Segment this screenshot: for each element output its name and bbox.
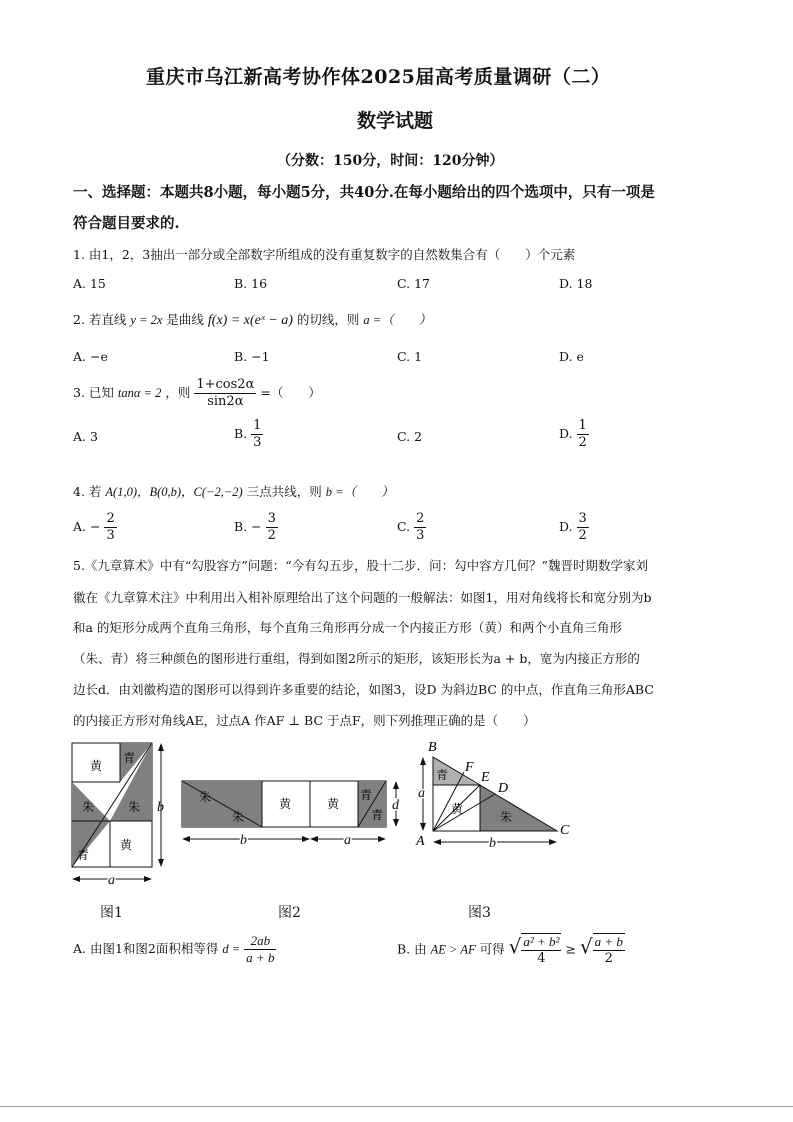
page-title: 重庆市乌江新高考协作体2025届高考质量调研（二） bbox=[146, 66, 611, 88]
q2-prefix: 2. 若直线 bbox=[73, 312, 127, 327]
fig3-point-b: B bbox=[428, 740, 437, 755]
fig3-var-b: b bbox=[489, 836, 496, 851]
figure-1 bbox=[72, 743, 164, 888]
q4-option-d bbox=[559, 511, 589, 544]
q3-option-b-frac bbox=[251, 418, 263, 451]
q5-option-b-left-den: 4 bbox=[537, 951, 546, 966]
fig2-label-cyan-top: 青 bbox=[360, 788, 373, 802]
q4-option-b-frac bbox=[266, 511, 278, 544]
fig1-label-red-right: 朱 bbox=[128, 800, 141, 814]
question-2 bbox=[73, 310, 431, 329]
fig2-label-yellow-2: 黄 bbox=[327, 797, 340, 811]
q3-given: tanα = 2 bbox=[117, 386, 162, 400]
fig1-arrowhead-b-bottom bbox=[158, 859, 164, 867]
fig3-arrowhead-a-top bbox=[420, 757, 426, 765]
q2-curve-expr: f(x) = x(eˣ − a) bbox=[207, 313, 293, 328]
q3-option-d-num: 1 bbox=[578, 418, 587, 433]
q1-option-d: D. 18 bbox=[559, 276, 593, 291]
fig1-var-a: a bbox=[108, 873, 115, 888]
fig1-label-red-left: 朱 bbox=[82, 800, 95, 814]
q3-option-b-num: 1 bbox=[253, 418, 262, 433]
q5-option-b bbox=[397, 933, 625, 967]
q4-option-c-num: 2 bbox=[416, 511, 425, 526]
q3-option-a: A. 3 bbox=[73, 429, 98, 444]
q5-option-b-left-frac bbox=[521, 933, 561, 967]
q4-option-b-num: 3 bbox=[267, 511, 276, 526]
figure-2 bbox=[182, 781, 400, 848]
fig3-arrowhead-a-bottom bbox=[420, 823, 426, 831]
q3-expression bbox=[194, 377, 256, 410]
fig3-point-d: D bbox=[498, 781, 509, 796]
q4-option-a bbox=[73, 511, 117, 544]
fig2-arrowhead-d-top bbox=[393, 781, 399, 789]
q4-option-c-label: C. bbox=[397, 519, 411, 534]
fig3-point-f: F bbox=[465, 760, 474, 775]
fig3-var-a: a bbox=[418, 786, 425, 801]
fig3-label-cyan: 青 bbox=[436, 768, 449, 782]
fig3-point-c: C bbox=[560, 823, 570, 838]
q5-option-b-right-num: a + b bbox=[594, 934, 623, 949]
q5-option-b-left-num: a² + b² bbox=[523, 934, 560, 949]
q2-ask: a =（ ） bbox=[363, 313, 432, 327]
q2-option-d: D. e bbox=[559, 349, 584, 364]
q4-option-d-den: 2 bbox=[578, 528, 587, 543]
figure-1-caption: 图1 bbox=[100, 905, 123, 921]
q5-option-a-lhs: d = bbox=[222, 942, 241, 956]
q3-option-d-frac bbox=[577, 418, 589, 451]
fig2-arrowhead-d-bottom bbox=[393, 819, 399, 827]
q5-option-a-prefix: A. 由图1和图2面积相等得 bbox=[73, 941, 219, 956]
fig3-point-a: A bbox=[416, 834, 425, 849]
exam-meta: （分数：150分，时间：120分钟） bbox=[277, 153, 504, 169]
q3-option-d bbox=[559, 418, 589, 451]
q4-option-c-frac bbox=[414, 511, 426, 544]
q4-prefix: 4. 若 bbox=[73, 484, 102, 499]
q4-suffix: 三点共线，则 bbox=[246, 484, 322, 499]
q4-ask: b =（ ） bbox=[325, 485, 394, 499]
fig1-label-yellow-bottom: 黄 bbox=[120, 838, 133, 852]
fig2-label-red-top: 朱 bbox=[199, 790, 212, 804]
page-subtitle: 数学试题 bbox=[357, 110, 434, 132]
fig3-label-yellow: 黄 bbox=[451, 802, 464, 816]
fig2-arrowhead-b-left bbox=[182, 836, 190, 842]
fig3-arrowhead-b-right bbox=[549, 839, 557, 845]
q4-option-d-num: 3 bbox=[578, 511, 587, 526]
q2-option-b: B. −1 bbox=[234, 349, 270, 364]
q5-option-b-mid: 可得 bbox=[479, 941, 505, 957]
q3-option-d-den: 2 bbox=[578, 435, 587, 450]
figure-group bbox=[60, 735, 620, 895]
q1-option-b: B. 16 bbox=[234, 276, 268, 291]
section-heading-line1: 一、选择题：本题共8小题，每小题5分，共40分.在每小题给出的四个选项中，只有一项是 bbox=[73, 184, 655, 201]
fig1-arrowhead-b-top bbox=[158, 743, 164, 751]
q5-option-a bbox=[73, 933, 276, 966]
question-5-line2: 徽在《九章算术注》中利用出入相补原理给出了这个问题的一般解法：如图1，用对角线将长和宽分别为b bbox=[73, 590, 652, 605]
figure-3 bbox=[415, 740, 570, 851]
figure-3-caption: 图3 bbox=[468, 905, 491, 921]
q3-option-b-den: 3 bbox=[253, 435, 262, 450]
fig2-var-a: a bbox=[344, 833, 351, 848]
q4-option-a-label: A. − bbox=[73, 519, 101, 534]
section-heading-line2: 符合题目要求的. bbox=[73, 215, 180, 232]
q5-option-a-frac bbox=[244, 933, 276, 966]
q5-option-b-left-root: √ bbox=[508, 934, 522, 959]
q4-option-d-label: D. bbox=[559, 519, 573, 534]
q4-option-a-frac bbox=[104, 511, 116, 544]
fig2-arrowhead-a-left bbox=[310, 836, 318, 842]
fig1-label-yellow-top: 黄 bbox=[90, 759, 103, 773]
fig2-label-yellow-1: 黄 bbox=[279, 797, 292, 811]
fig2-arrowhead-a-right bbox=[378, 836, 386, 842]
fig2-var-d: d bbox=[392, 798, 399, 813]
q5-option-b-right-root: √ bbox=[579, 934, 593, 959]
fig3-arrowhead-b-left bbox=[433, 839, 441, 845]
question-1: 1. 由1，2，3抽出一部分或全部数字所组成的没有重复数字的自然数集合有（ ）个元素 bbox=[73, 247, 576, 262]
q1-option-a: A. 15 bbox=[73, 276, 106, 291]
fig3-point-e: E bbox=[481, 770, 490, 785]
q4-option-a-den: 3 bbox=[106, 528, 115, 543]
fig1-arrowhead-a-left bbox=[72, 876, 80, 882]
page-bottom-rule bbox=[0, 1106, 793, 1107]
question-5-line1: 5.《九章算术》中有“勾股容方”问题：“今有勾五步，股十二步．问：勾中容方几何？”魏晋时期数学家刘 bbox=[73, 558, 648, 573]
q4-option-b bbox=[234, 511, 278, 544]
q4-option-c bbox=[397, 511, 426, 544]
q2-option-a: A. −e bbox=[73, 349, 108, 364]
q5-option-b-ineq: AE > AF bbox=[430, 942, 476, 957]
q4-option-d-frac bbox=[577, 511, 589, 544]
q3-denominator: sin2α bbox=[207, 394, 244, 409]
q4-option-b-label: B. − bbox=[234, 519, 262, 534]
question-5-line5: 边长d．由刘徽构造的图形可以得到许多重要的结论，如图3，设D 为斜边BC 的中点，作直角三角形ABC bbox=[73, 682, 654, 697]
fig1-label-cyan-top: 青 bbox=[123, 751, 136, 765]
question-5-line6: 的内接正方形对角线AE，过点A 作AF ⊥ BC 于点F，则下列推理正确的是（ ） bbox=[73, 713, 536, 728]
question-5-line3: 和a 的矩形分成两个直角三角形，每个直角三角形再分成一个内接正方形（黄）和两个小直角三角形 bbox=[73, 620, 622, 635]
q5-option-a-num: 2ab bbox=[244, 933, 276, 950]
fig2-var-b: b bbox=[240, 833, 247, 848]
q3-option-d-label: D. bbox=[559, 426, 573, 441]
q5-option-b-right-den: 2 bbox=[604, 951, 613, 966]
fig2-label-cyan-bottom: 青 bbox=[371, 808, 384, 822]
q3-option-b bbox=[234, 418, 263, 451]
question-4 bbox=[73, 482, 394, 500]
question-5-line4: （朱、青）将三种颜色的图形进行重组，得到如图2所示的矩形，该矩形长为a + b，宽为内接正方形的 bbox=[73, 651, 640, 666]
fig1-label-cyan-bottom: 青 bbox=[77, 848, 90, 862]
q5-option-a-den: a + b bbox=[246, 950, 275, 965]
q1-option-c: C. 17 bbox=[397, 276, 430, 291]
q3-mid: ，则 bbox=[165, 385, 191, 400]
fig3-label-red: 朱 bbox=[500, 810, 513, 824]
q5-option-b-ge: ≥ bbox=[565, 941, 576, 957]
q2-line-expr: y = 2x bbox=[130, 313, 163, 327]
q4-option-a-num: 2 bbox=[106, 511, 115, 526]
q3-option-b-label: B. bbox=[234, 426, 248, 441]
fig2-arrowhead-b-right bbox=[302, 836, 310, 842]
q3-numerator: 1+cos2α bbox=[196, 377, 255, 392]
question-3 bbox=[73, 377, 321, 410]
fig1-arrowhead-a-right bbox=[144, 876, 152, 882]
q2-suffix: 的切线，则 bbox=[296, 312, 360, 327]
q4-option-c-den: 3 bbox=[416, 528, 425, 543]
fig1-var-b: b bbox=[157, 800, 164, 815]
q2-option-c: C. 1 bbox=[397, 349, 423, 364]
q3-prefix: 3. 已知 bbox=[73, 385, 114, 400]
figure-2-caption: 图2 bbox=[278, 905, 301, 921]
fig2-label-red-bottom: 朱 bbox=[232, 810, 245, 824]
q3-option-c: C. 2 bbox=[397, 429, 423, 444]
q5-option-b-right-frac bbox=[593, 933, 625, 967]
q3-suffix: =（ ） bbox=[260, 385, 321, 400]
q4-option-b-den: 2 bbox=[267, 528, 276, 543]
q4-points: A(1,0)，B(0,b)，C(−2,−2) bbox=[105, 485, 243, 499]
q5-option-b-prefix: B. 由 bbox=[397, 941, 427, 957]
q2-mid: 是曲线 bbox=[166, 312, 204, 327]
